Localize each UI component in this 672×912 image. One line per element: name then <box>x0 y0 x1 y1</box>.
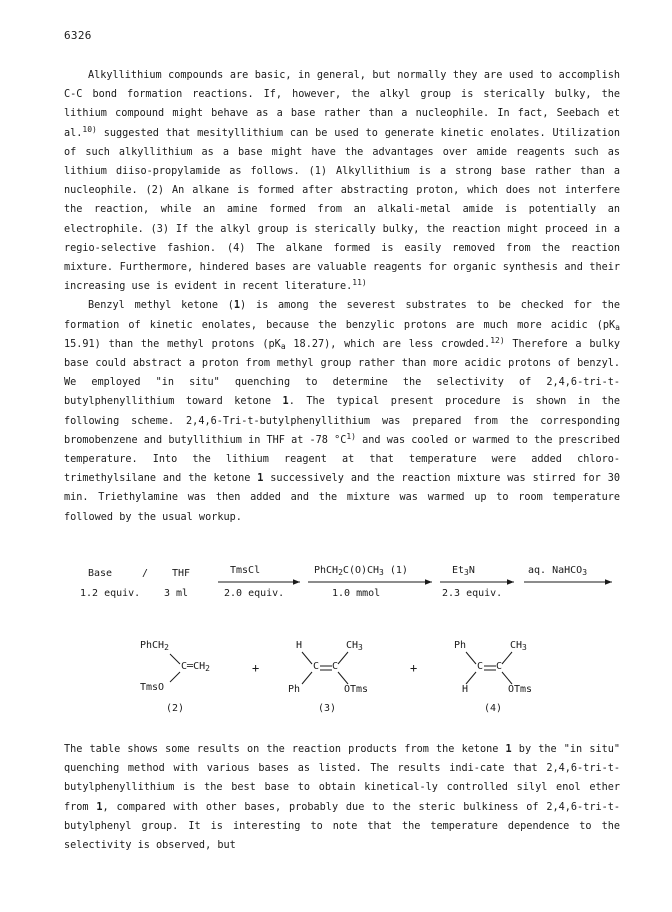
c4-ph: Ph <box>454 640 467 651</box>
c4-label: (4) <box>484 703 503 714</box>
c4-bond-ll <box>466 672 476 684</box>
c4-ch3: $CH_3$ <box>510 640 527 652</box>
c3-ch3: $CH_3$ <box>346 640 363 652</box>
c2-alkene: $C═CH_2$ <box>181 661 210 673</box>
c2-label: (2) <box>166 703 185 714</box>
scheme-base-equiv: 1.2 equiv. <box>80 588 141 599</box>
paragraph-benzyl-methyl-ketone: Benzyl methyl ketone (1) is among the severest substrates to be checked for the formation of kinetic enolates, because the benzylic protons are much more acidic ($pK_a$ 15.91) than the methyl protons ($pK_a$ 18.27), which are less crowded.$^{12)}$ Therefore a bulky base could abstract a proton from methyl group rather than more acidic protons of benzyl. We employed "in situ" quenching to determine the selectivity of 2,4,6-tri-t-butylphenyllithium toward ketone 1. The typical present procedure is shown in the following scheme. 2,4,6-Tri-t-butylphenyllithium was prepared from the corresponding bromobenzene and butyllithium in THF at -78 $^\circ C^{1)}$ and was cooled or warmed to the prescribed temperature. Into the lithium reagent at that temperature were added chloro-trimethylsilane and the ketone 1 successively and the reaction mixture was stirred for 30 min. Triethylamine was then added and the mixture was warmed up to room temperature followed by the usual workup. <box>64 300 620 523</box>
ref-11: 11) <box>352 278 367 288</box>
body-text-upper <box>64 66 620 527</box>
arrow3-top-label: $Et_3N$ <box>452 565 475 577</box>
c3-bond-ll <box>302 672 312 684</box>
c2-bond-lower <box>170 672 180 682</box>
c4-c-right: C <box>496 661 503 672</box>
c4-bond-lr <box>502 672 512 684</box>
arrow3-bottom-label: 2.3 equiv. <box>442 588 503 599</box>
c3-bond-lr <box>338 672 348 684</box>
scheme-thf: THF <box>172 568 191 579</box>
c3-c-right: C <box>332 661 339 672</box>
paragraph-table-results: The table shows some results on the reaction products from the ketone 1 by the "in situ" quenching method with various bases as listed. The results indi-cate that 2,4,6-tri-t-butylphenyllithium is the best base to obtain kinetical-ly controlled silyl enol ether from 1, compared with other bases, probably due to the steric bulkiness of 2,4,6-tri-t-butylphenyl group. It is interesting to note that the temperature dependence to the selectivity is observed, but <box>64 744 620 852</box>
arrow2-top-label: $PhCH_2C(O)CH_3$ (1) <box>314 565 408 577</box>
body-text-lower <box>64 740 620 855</box>
ref-1: 1) <box>346 431 356 441</box>
c3-c-left: C <box>313 661 320 672</box>
ref-12: 12) <box>490 335 505 345</box>
arrow4-top-label: aq. NaHCO$_3$ <box>528 565 588 577</box>
plus-1: + <box>252 661 260 675</box>
scheme-slash: / <box>142 568 149 579</box>
c4-otms: OTms <box>508 684 533 695</box>
c4-bond-ul <box>466 652 476 664</box>
plus-2: + <box>410 661 418 675</box>
arrow2-bottom-label: 1.0 mmol <box>332 588 381 599</box>
c3-ph: Ph <box>288 684 301 695</box>
c3-bond-ur <box>338 652 348 664</box>
ref-10: 10) <box>82 124 97 134</box>
c4-h: H <box>462 684 469 695</box>
c3-label: (3) <box>318 703 337 714</box>
page-number: 6326 <box>64 29 92 42</box>
c4-c-left: C <box>477 661 484 672</box>
c2-bond-upper <box>170 654 180 664</box>
c3-bond-ul <box>302 652 312 664</box>
arrow1-top-label: TmsCl <box>230 565 261 576</box>
c3-otms: OTms <box>344 684 369 695</box>
scheme-thf-volume: 3 ml <box>164 588 189 599</box>
arrow1-bottom-label: 2.0 equiv. <box>224 588 285 599</box>
c4-bond-ur <box>502 652 512 664</box>
c2-phch2: PhCH$_2$ <box>140 640 169 652</box>
reaction-scheme <box>0 558 672 718</box>
scheme-arrows-and-bonds <box>0 558 672 718</box>
scheme-base: Base <box>88 568 113 579</box>
c2-tmso: TmsO <box>140 682 165 693</box>
c3-h: H <box>296 640 303 651</box>
paragraph-alkyllithium: Alkyllithium compounds are basic, in general, but normally they are used to accomplish C-C bond formation reactions. If, however, the alkyl group is sterically bulky, the lithium compound might behave as a base rather than a nucleophile. In fact, Seebach et al.$^{10)}$ suggested that mesityllithium can be used to generate kinetic enolates. Utilization of such alkyllithium as a base might have the advantages over amide reagents such as lithium diiso-propylamide as follows. (1) Alkyllithium is a strong base rather than a nucleophile. (2) An alkane is formed after abstracting proton, which does not interfere the reaction, while an amine formed from an alkali-metal amide is potentially an electrophile. (3) If the alkyl group is sterically bulky, the reaction might proceed in a regio-selective fashion. (4) The alkane formed is easily removed from the reaction mixture. Furthermore, hindered bases are valuable reagents for organic synthesis and their increasing use is evident in recent literature.$^{11)}$ <box>64 70 620 293</box>
